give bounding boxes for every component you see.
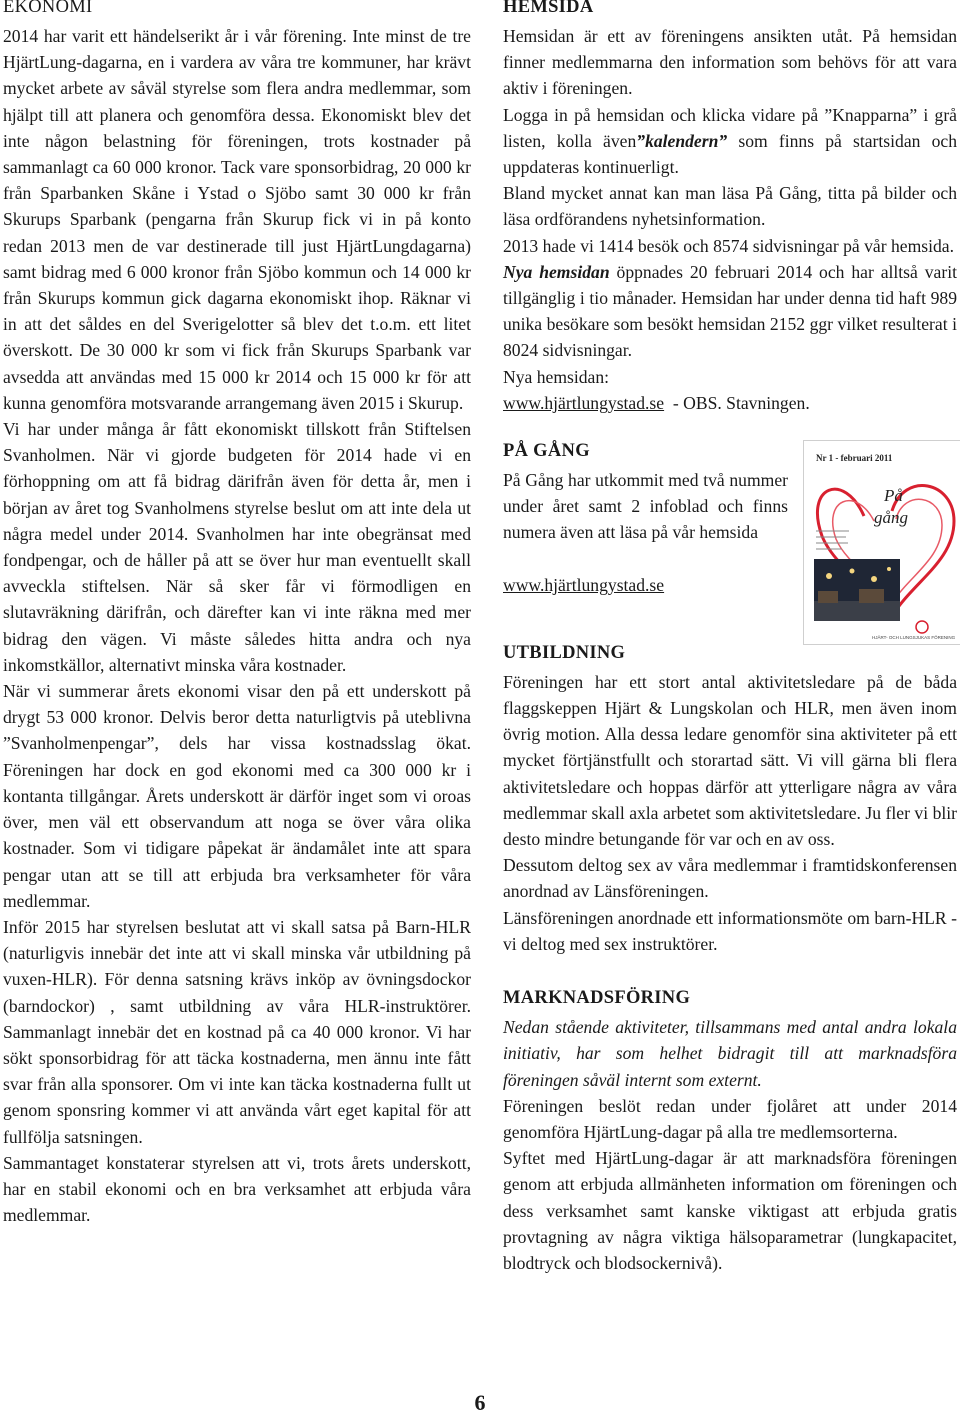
page-number: 6 <box>474 1390 486 1415</box>
thumb-title-line2: gång <box>874 508 908 528</box>
nya-hemsidan-emphasis: Nya hemsidan <box>503 261 610 282</box>
hemsida-p2-text: Logga in på hemsidan och klicka vidare på ”Knapparna” i grå listen, kolla även <box>503 104 957 151</box>
ekonomi-paragraph-3: När vi summerar årets ekonomi visar den på ett underskott på drygt 53 000 kronor. Delvis beror detta naturligtvis på uteblivna ”Svanholmenpengar”, dels har vissa kostnadsslag ökat. Föreningen har dock en god ekonomi med ca 300 000 kr i kontanta tillgångar. Årets underskott är därför inget som vi oroas över, men väl ett observandum att noga se över våra olika kostnader. Som vi tidigare påpekat är ändamålet inte att spara pengar utan att se till att erbjuda bra verksamheter för våra medlemmar. <box>3 681 471 911</box>
pagang-heading: PÅ GÅNG <box>503 441 590 462</box>
pagang-link[interactable]: www.hjärtlungystad.se <box>503 574 665 595</box>
utbildning-section <box>503 642 957 957</box>
right-column <box>503 0 957 1276</box>
utbildning-paragraph-3: Länsföreningen anordnade ett informationsmöte om barn-HLR - vi deltog med sex instruktörer. <box>503 907 957 954</box>
utbildning-paragraph-2: Dessutom deltog sex av våra medlemmar i framtidskonferensen anordnad av Länsföreningen. <box>503 855 957 902</box>
org-logo-icon <box>916 621 928 633</box>
ekonomi-paragraph-4: Inför 2015 har styrelsen beslutat att vi skall satsa på Barn-HLR (naturligvis innebär det inte att vi skall minska vår utbildning på vuxen-HLR). För denna satsning krävs inköp av övningsdockor (barndockor) , samt utbildning av våra HLR-instruktörer. Sammanlagt innebär det en kostnad på ca 40 000 kronor. Vi har sökt sponsorbidrag för att täcka kostnaderna, men ännu inte fått svar från alla sponsorer. Om vi inte kan täcka kostnaderna fullt ut genom sponsring kommer vi att använda vårt eget kapital för att fullfölja satsningen. <box>3 916 471 1147</box>
hemsida-section <box>503 0 957 416</box>
ekonomi-paragraph-1: 2014 har varit ett händelserikt år i vår förening. Inte minst de tre HjärtLung-dagarna, en i vardera av våra tre kommuner, har krävt mycket arbete av såväl styrelse som flera andra medlemmar, som hjälpt till att planera och genomföra dessa. Ekonomiskt blev det inte någon belastning för föreningen, trots kostnader på sammanlagt ca 60 000 kronor. Tack vare sponsorbidrag, 20 000 kr från Sparbanken Skåne i Ystad o Sjöbo samt 30 000 kr från Skurups Sparbank (pengarna från Skurup fick vi in på konto redan 2013 men de var destinerade till just HjärtLungdagarna) samt bidrag med 6 000 kronor från Sjöbo kommun och 14 000 kr från Skurups kommun gick dagarna ekonomiskt ihop. Räknar vi in att det såldes en del Sverigelotter så blev det t.o.m. ett litet överskott. De 30 000 kr som vi fick från Skurups Sparbank var avsedda att användas med 15 000 kr 2014 och 15 000 kr för att kunna genomföra motsvarande arrangemang även 2015 i Skurup. <box>3 26 471 413</box>
hemsida-link[interactable]: www.hjärtlungystad.se <box>503 392 665 413</box>
marknadsforing-paragraph-1: Föreningen beslöt redan under fjolåret att under 2014 genomföra HjärtLung-dagar på alla tre medlemsorterna. <box>503 1095 957 1142</box>
hemsida-paragraph-6: Nya hemsidan: <box>503 366 610 387</box>
pagang-cover-thumbnail <box>803 440 960 645</box>
ekonomi-heading: EKONOMI <box>3 0 93 17</box>
pagang-text: På Gång har utkommit med två nummer under året samt 2 infoblad och finns numera även att läsa på vår hemsida <box>503 470 788 543</box>
ekonomi-section <box>3 0 471 1228</box>
marknadsforing-intro <box>503 1014 957 1093</box>
thumb-org-name: HJÄRT- OCH LUNGSJUKAS FÖRENING <box>872 635 956 641</box>
marknadsforing-section <box>503 987 957 1276</box>
utbildning-paragraph-1: Föreningen har ett stort antal aktivitetsledare på de båda flaggskeppen Hjärt & Lungskolan och HLR, men även inom övrig motion. Alla dessa ledare genomför sina aktiviteter på ett mycket förtjänstfullt och storartad sätt. Vi vill gärna bli flera aktivitetsledare och hoppas därför att ytterligare några av våra medlemmar skall axla arbetet som aktivitetsledare. Ju fler vi blir desto mindre betungande för var och en av oss. <box>503 671 957 850</box>
marknadsforing-paragraph-2: Syftet med HjärtLung-dagar är att marknadsföra föreningen genom att erbjuda allmänheten information om föreningen och dess verksamhet samt kanske viktigast att erbjuda gratis provtagning av några viktiga hälsoparametrar (lungkapacitet, blodtryck och blodsockernivå). <box>503 1148 957 1273</box>
thumb-title-line1: På <box>884 486 903 506</box>
hemsida-paragraph-4: 2013 hade vi 1414 besök och 8574 sidvisningar på vår hemsida. <box>503 235 955 256</box>
ekonomi-paragraph-2: Vi har under många år fått ekonomiskt tillskott från Stiftelsen Svanholmen. När vi gjorde budgeten för 2014 hade vi en förhoppning om att få bidrag därifrån även för detta år, men i början av året tog Svanholmens styrelse beslut om att inte dela ut några medel under 2014. Svanholmen har inte obegränsat med fondpengar, och de håller på att se över hur man eventuellt skall avveckla stiftelsen. När så sker får vi förmodligen en slutavräkning därifrån, och därefter kan vi inte räkna med mer bidrag den vägen. Vi måste således hitta andra och nya inkomstkällor, alternativt minska våra kostnader. <box>3 419 471 675</box>
hemsida-paragraph-2 <box>503 102 957 181</box>
hemsida-p2-text-end: som finns på startsidan och uppdateras kontinuerligt. <box>503 130 958 178</box>
thumb-issue-label: Nr 1 - februari 2011 <box>816 453 893 464</box>
marknadsforing-intro-text: Nedan stående aktiviteter, tillsammans med antal andra lokala initiativ, har som helhet bidragit till att marknadsföra föreningen såväl internt som externt. <box>503 1017 957 1090</box>
hemsida-link-note: - OBS. Stavningen. <box>672 392 810 413</box>
pagang-section <box>503 440 957 641</box>
ekonomi-paragraph-5: Sammantaget konstaterar styrelsen att vi, trots årets underskott, har en stabil ekonomi och en bra verksamhet att erbjuda våra medlemmar. <box>3 1152 471 1226</box>
hemsida-paragraph-1: Hemsidan är ett av föreningens ansikten utåt. På hemsidan finner medlemmarna den information som behövs för att vara aktiv i föreningen. <box>503 26 957 99</box>
utbildning-heading: UTBILDNING <box>503 642 626 663</box>
hemsida-heading: HEMSIDA <box>503 0 594 17</box>
marknadsforing-heading: MARKNADSFÖRING <box>503 988 691 1009</box>
kalendern-emphasis: ”kalendern” <box>636 130 728 151</box>
hemsida-p5-text: öppnades 20 februari 2014 och har alltså varit tillgänglig i tio månader. Hemsidan har under denna tid haft 989 unika besökare som besökt hemsidan 2152 ggr vilket resulterat i 8024 sidvisningar. <box>503 261 957 361</box>
pagang-link-line <box>503 572 788 598</box>
hemsida-link-line <box>503 390 957 416</box>
hemsida-paragraph-5 <box>503 259 957 364</box>
pagang-cover-image <box>804 441 960 644</box>
hemsida-paragraph-3: Bland mycket annat kan man läsa På Gång, titta på bilder och läsa ordförandens nyhetsinformation. <box>503 183 957 230</box>
